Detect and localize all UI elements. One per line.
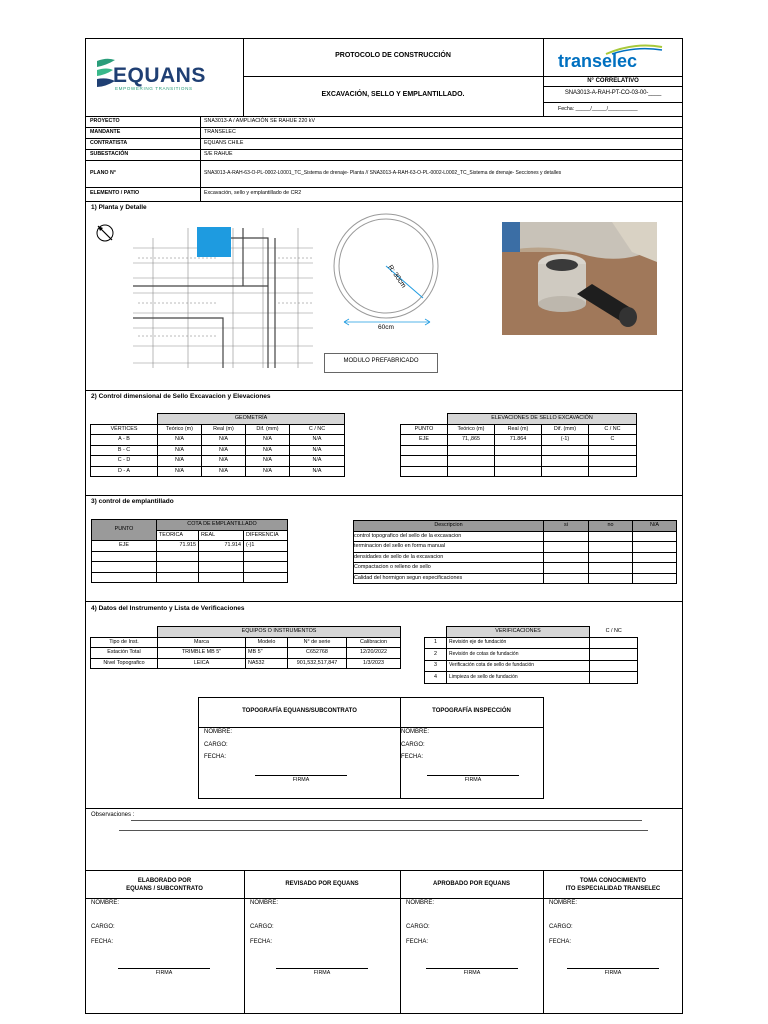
geo-col-real: Real (m) xyxy=(202,424,246,435)
geo-cell[interactable]: N/A xyxy=(158,466,202,477)
elev-cell[interactable] xyxy=(448,445,495,456)
radius-label: R: 30cm xyxy=(386,264,407,290)
verif-number: 1 xyxy=(425,637,447,649)
inst-cell[interactable]: 12/20/2022 xyxy=(347,648,401,659)
inst-cell[interactable]: TRIMBLE MB 5" xyxy=(158,648,246,659)
sig4-nombre[interactable]: NOMBRE: xyxy=(549,900,578,906)
table-row xyxy=(425,660,638,672)
check-si[interactable] xyxy=(544,542,589,553)
inst-col-tipo: Tipo de Inst. xyxy=(91,637,158,648)
inst-cell[interactable]: MB 5" xyxy=(246,648,288,659)
sig2-nombre[interactable]: NOMBRE: xyxy=(250,900,279,906)
desc-item: Compactacion o relleno de sello xyxy=(354,563,544,574)
check-na[interactable] xyxy=(633,531,677,542)
table-row xyxy=(354,573,677,584)
elev-col-real: Real (m) xyxy=(495,424,542,435)
site-photo xyxy=(502,222,657,335)
desc-col-descripcion: Descripcion xyxy=(354,521,544,532)
cota-cell[interactable] xyxy=(199,551,244,562)
sig1-cargo[interactable]: CARGO: xyxy=(91,924,115,930)
table-row xyxy=(425,672,638,684)
table-row xyxy=(354,552,677,563)
elev-cell[interactable] xyxy=(495,456,542,467)
elev-col-dif: Dif. (mm) xyxy=(542,424,589,435)
observaciones-line-1[interactable] xyxy=(131,820,642,821)
table-row xyxy=(401,466,637,477)
topo-right-firma[interactable]: FIRMA xyxy=(464,777,482,783)
cota-cell[interactable] xyxy=(244,562,288,573)
geo-cell[interactable]: N/A xyxy=(290,445,345,456)
geo-cell: C - D xyxy=(91,456,158,467)
table-row xyxy=(91,466,345,477)
topo-left-fecha[interactable]: FECHA: xyxy=(204,754,227,760)
check-no[interactable] xyxy=(589,531,633,542)
sig-toma-conocimiento-title xyxy=(543,877,683,893)
verif-item: Limpieza de sello de fundación xyxy=(447,672,590,684)
section4-title: 4) Datos del Instrumento y Lista de Verificaciones xyxy=(91,605,245,612)
topo-left-cargo[interactable]: CARGO: xyxy=(204,742,228,748)
cota-cell[interactable]: 71.915 xyxy=(157,541,199,552)
elev-cell[interactable] xyxy=(401,456,448,467)
verif-number: 2 xyxy=(425,649,447,661)
transelec-logo xyxy=(552,42,674,72)
geo-cell[interactable]: N/A xyxy=(290,456,345,467)
elev-cell[interactable] xyxy=(542,466,589,477)
check-no[interactable] xyxy=(589,573,633,584)
verifications-table xyxy=(424,626,638,684)
geo-cell[interactable]: N/A xyxy=(290,435,345,446)
elev-cell[interactable] xyxy=(542,445,589,456)
topography-signature-box xyxy=(198,697,544,799)
table-row xyxy=(91,658,401,669)
verifications-header: VERIFICACIONES xyxy=(447,627,590,638)
table-row xyxy=(91,435,345,446)
sig2-fecha[interactable]: FECHA: xyxy=(250,939,273,945)
elemento-label: ELEMENTO / PATIO xyxy=(90,190,140,196)
cota-cell: EJE xyxy=(92,541,157,552)
cota-cell[interactable] xyxy=(244,572,288,583)
subestacion-value: S/E RAHUE xyxy=(204,151,233,157)
elev-cell[interactable] xyxy=(495,466,542,477)
check-na[interactable] xyxy=(633,552,677,563)
elev-col-teorico: Teórico (m) xyxy=(448,424,495,435)
check-no[interactable] xyxy=(589,563,633,574)
sig-revisado-title: REVISADO POR EQUANS xyxy=(285,881,359,887)
cota-cell[interactable] xyxy=(157,572,199,583)
geo-cell[interactable]: N/A xyxy=(158,435,202,446)
transelec-swoosh-icon xyxy=(604,42,664,56)
sig-toma-title-line1: TOMA CONOCIMIENTO xyxy=(579,878,647,884)
cota-col-diferencia: DIFERENCIA xyxy=(244,530,288,541)
sig1-nombre[interactable]: NOMBRE: xyxy=(91,900,120,906)
cota-cell[interactable] xyxy=(199,572,244,583)
geo-cell[interactable]: N/A xyxy=(202,445,246,456)
sig3-nombre[interactable]: NOMBRE: xyxy=(406,900,435,906)
geo-cell[interactable]: N/A xyxy=(158,456,202,467)
sig4-firma[interactable]: FIRMA xyxy=(604,970,622,976)
table-row xyxy=(92,562,288,573)
topo-left-nombre[interactable]: NOMBRE: xyxy=(204,729,233,735)
desc-col-si: si xyxy=(544,521,589,532)
check-no[interactable] xyxy=(589,542,633,553)
instruments-header: EQUIPOS O INSTRUMENTOS xyxy=(158,627,401,638)
topo-inspeccion-title: TOPOGRAFÍA INSPECCIÓN xyxy=(432,708,511,714)
cota-col-real: REAL xyxy=(199,530,244,541)
verif-cnc-cell[interactable] xyxy=(590,672,638,684)
cota-cell[interactable]: (-)1 xyxy=(244,541,288,552)
location-marker xyxy=(197,227,231,257)
site-plan-drawing xyxy=(93,218,315,370)
transelec-wordmark: transelec xyxy=(558,51,638,71)
desc-col-na: N/A xyxy=(633,521,677,532)
sig-toma-title-line2: ITO ESPECIALIDAD TRANSELEC xyxy=(565,886,661,892)
cota-cell[interactable] xyxy=(244,551,288,562)
circular-module-drawing xyxy=(330,212,442,332)
table-row xyxy=(92,572,288,583)
cota-cell[interactable] xyxy=(92,562,157,573)
elev-cell[interactable] xyxy=(448,466,495,477)
table-row xyxy=(425,637,638,649)
topo-left-firma[interactable]: FIRMA xyxy=(292,777,310,783)
table-row xyxy=(425,649,638,661)
geo-cell: A - B xyxy=(91,435,158,446)
topo-right-fecha[interactable]: FECHA: xyxy=(401,754,424,760)
desc-item: densidades de sello de la excavacion xyxy=(354,552,544,563)
check-no[interactable] xyxy=(589,552,633,563)
cota-cell[interactable] xyxy=(157,562,199,573)
proyecto-value: SNA3013-A / AMPLIACIÓN SE RAHUE 220 kV xyxy=(204,118,315,124)
section2-title: 2) Control dimensional de Sello Excavacion y Elevaciones xyxy=(91,393,271,400)
cota-cell[interactable] xyxy=(92,551,157,562)
proyecto-label: PROYECTO xyxy=(90,118,120,124)
width-label: 60cm xyxy=(378,324,394,331)
excavation-photo-illustration xyxy=(502,222,657,335)
contratista-value: EQUANS CHILE xyxy=(204,140,244,146)
inst-cell[interactable]: 1/3/2023 xyxy=(347,658,401,669)
table-row xyxy=(401,456,637,467)
sig3-fecha[interactable]: FECHA: xyxy=(406,939,429,945)
inst-cell: Nivel Topografico xyxy=(91,658,158,669)
inst-cell[interactable]: C652768 xyxy=(288,648,347,659)
table-row xyxy=(401,435,637,446)
document-subtitle: EXCAVACIÓN, SELLO Y EMPLANTILLADO. xyxy=(321,91,465,98)
elevations-table xyxy=(400,413,637,477)
correlativo-value: SNA3013-A-RAH-PT-CO-03-00-____ xyxy=(564,90,662,96)
cota-cell[interactable] xyxy=(92,572,157,583)
check-na[interactable] xyxy=(633,563,677,574)
geo-cell: B - C xyxy=(91,445,158,456)
check-na[interactable] xyxy=(633,542,677,553)
inst-col-modelo: Modelo xyxy=(246,637,288,648)
geo-col-teorico: Teórico (m) xyxy=(158,424,202,435)
desc-col-no: no xyxy=(589,521,633,532)
elev-cell[interactable]: 71.864 xyxy=(495,435,542,446)
verif-col-cnc: C / NC xyxy=(605,627,622,634)
inst-cell[interactable]: NA532 xyxy=(246,658,288,669)
equans-tagline: EMPOWERING TRANSITIONS xyxy=(115,86,193,91)
elev-col-punto: PUNTO xyxy=(401,424,448,435)
sig3-cargo[interactable]: CARGO: xyxy=(406,924,430,930)
inst-cell[interactable]: 901,532,517,847 xyxy=(288,658,347,669)
check-si[interactable] xyxy=(544,573,589,584)
punto-header: PUNTO xyxy=(92,520,157,541)
mandante-label: MANDANTE xyxy=(90,129,121,135)
elev-cell[interactable] xyxy=(401,445,448,456)
table-row xyxy=(91,456,345,467)
geometry-header: GEOMETRÍA xyxy=(158,414,345,425)
topo-right-nombre[interactable]: NOMBRE: xyxy=(401,729,430,735)
sig1-firma[interactable]: FIRMA xyxy=(155,970,173,976)
table-row xyxy=(354,531,677,542)
sig1-fecha[interactable]: FECHA: xyxy=(91,939,114,945)
elev-cell[interactable]: C xyxy=(589,435,637,446)
sig-elaborado-title xyxy=(85,877,244,893)
fecha-field[interactable]: Fecha: _____/_____/__________ xyxy=(558,106,638,112)
verif-number: 3 xyxy=(425,660,447,672)
section3-title: 3) control de emplantillado xyxy=(91,498,174,505)
sig2-cargo[interactable]: CARGO: xyxy=(250,924,274,930)
description-checklist-table xyxy=(353,520,677,584)
sig4-cargo[interactable]: CARGO: xyxy=(549,924,573,930)
desc-item: Calidad del hormigon segun especificaciones xyxy=(354,573,544,584)
sig-aprobado-title: APROBADO POR EQUANS xyxy=(432,881,510,887)
geo-col-cnc: C / NC xyxy=(290,424,345,435)
north-arrow-icon xyxy=(94,222,116,244)
elev-cell[interactable] xyxy=(448,456,495,467)
verif-item: Revisión de cotas de fundación xyxy=(447,649,590,661)
geo-col-dif: Dif. (mm) xyxy=(246,424,290,435)
verif-item: Revisión eje de fundación xyxy=(447,637,590,649)
elev-cell[interactable] xyxy=(401,466,448,477)
inst-col-marca: Marca xyxy=(158,637,246,648)
module-label: MODULO PREFABRICADO xyxy=(324,353,438,373)
sig3-firma[interactable]: FIRMA xyxy=(463,970,481,976)
verif-cnc-cell[interactable] xyxy=(590,637,638,649)
correlativo-label: N° CORRELATIVO xyxy=(587,78,639,84)
elev-cell[interactable]: (-1) xyxy=(542,435,589,446)
geo-cell[interactable]: N/A xyxy=(246,456,290,467)
elevations-header: ELEVACIONES DE SELLO EXCAVACIÓN xyxy=(448,414,637,425)
verif-item: Verificación cota de sello de fundación xyxy=(447,660,590,672)
elev-cell[interactable] xyxy=(495,445,542,456)
verif-number: 4 xyxy=(425,672,447,684)
geo-cell[interactable]: N/A xyxy=(246,466,290,477)
subestacion-label: SUBESTACIÓN xyxy=(90,151,129,157)
geo-cell[interactable]: N/A xyxy=(246,435,290,446)
sig-elaborado-title-line1: ELABORADO POR xyxy=(137,878,192,884)
elev-cell[interactable] xyxy=(589,466,637,477)
document-title: PROTOCOLO DE CONSTRUCCIÓN xyxy=(335,52,451,59)
instruments-table xyxy=(90,626,401,669)
geo-col-vertices: VÉRTICES xyxy=(91,424,158,435)
inst-col-calibracion: Calibracion xyxy=(347,637,401,648)
table-row xyxy=(354,542,677,553)
geo-cell: D - A xyxy=(91,466,158,477)
geo-cell[interactable]: N/A xyxy=(246,445,290,456)
table-row xyxy=(401,445,637,456)
sig2-firma[interactable]: FIRMA xyxy=(313,970,331,976)
desc-item: control topografico del sello de la excavacion xyxy=(354,531,544,542)
elev-cell: EJE xyxy=(401,435,448,446)
check-si[interactable] xyxy=(544,563,589,574)
table-row xyxy=(91,648,401,659)
elemento-value: Excavación, sello y emplantillado de CR2 xyxy=(204,190,302,196)
elev-cell[interactable] xyxy=(542,456,589,467)
cota-cell[interactable] xyxy=(199,562,244,573)
cota-header: COTA DE EMPLANTILLADO xyxy=(157,520,288,531)
topo-right-cargo[interactable]: CARGO: xyxy=(401,742,425,748)
table-row xyxy=(91,445,345,456)
table-row xyxy=(92,551,288,562)
observaciones-line-2[interactable] xyxy=(119,830,648,831)
cota-col-teorica: TEORICA xyxy=(157,530,199,541)
inst-cell: Estación Total xyxy=(91,648,158,659)
verif-cnc-cell[interactable] xyxy=(590,660,638,672)
plano-label: PLANO N° xyxy=(90,170,116,176)
geo-cell[interactable]: N/A xyxy=(202,435,246,446)
sig4-fecha[interactable]: FECHA: xyxy=(549,939,572,945)
section1-title: 1) Planta y Detalle xyxy=(91,204,147,211)
inst-cell[interactable]: LEICA xyxy=(158,658,246,669)
module-detail-drawing xyxy=(330,212,442,332)
elev-cell[interactable]: 71,,865 xyxy=(448,435,495,446)
emplantillado-table xyxy=(91,519,288,583)
geo-cell[interactable]: N/A xyxy=(202,456,246,467)
geometry-table xyxy=(90,413,345,477)
equans-wordmark: EQUANS xyxy=(113,64,206,87)
table-row xyxy=(92,541,288,552)
observaciones-label: Observaciones : xyxy=(91,812,135,818)
check-na[interactable] xyxy=(633,573,677,584)
mandante-value: TRANSELEC xyxy=(204,129,236,135)
plan-drawing xyxy=(93,218,315,370)
elev-cell[interactable] xyxy=(589,445,637,456)
verif-cnc-cell[interactable] xyxy=(590,649,638,661)
desc-item: terminacion del sello en forma manual xyxy=(354,542,544,553)
geo-cell[interactable]: N/A xyxy=(158,445,202,456)
geo-cell[interactable]: N/A xyxy=(202,466,246,477)
topo-equans-title: TOPOGRAFÍA EQUANS/SUBCONTRATO xyxy=(242,708,357,714)
elev-col-cnc: C / NC xyxy=(589,424,637,435)
equans-logo xyxy=(93,55,218,95)
elev-cell[interactable] xyxy=(589,456,637,467)
contratista-label: CONTRATISTA xyxy=(90,140,128,146)
cota-cell[interactable] xyxy=(157,551,199,562)
plano-value: SNA3013-A-RAH-63-O-PL-0002-L0001_TC_Sistema de drenaje- Planta // SNA3013-A-RAH-63-O-PL-0002-L0002_TC_Sistema de drenaje- Secciones y detalles xyxy=(204,170,562,176)
inst-col-serie: N° de serie xyxy=(288,637,347,648)
sig-elaborado-title-line2: EQUANS / SUBCONTRATO xyxy=(126,886,203,892)
cota-cell[interactable]: 71.914 xyxy=(199,541,244,552)
table-row xyxy=(354,563,677,574)
check-si[interactable] xyxy=(544,531,589,542)
check-si[interactable] xyxy=(544,552,589,563)
geo-cell[interactable]: N/A xyxy=(290,466,345,477)
